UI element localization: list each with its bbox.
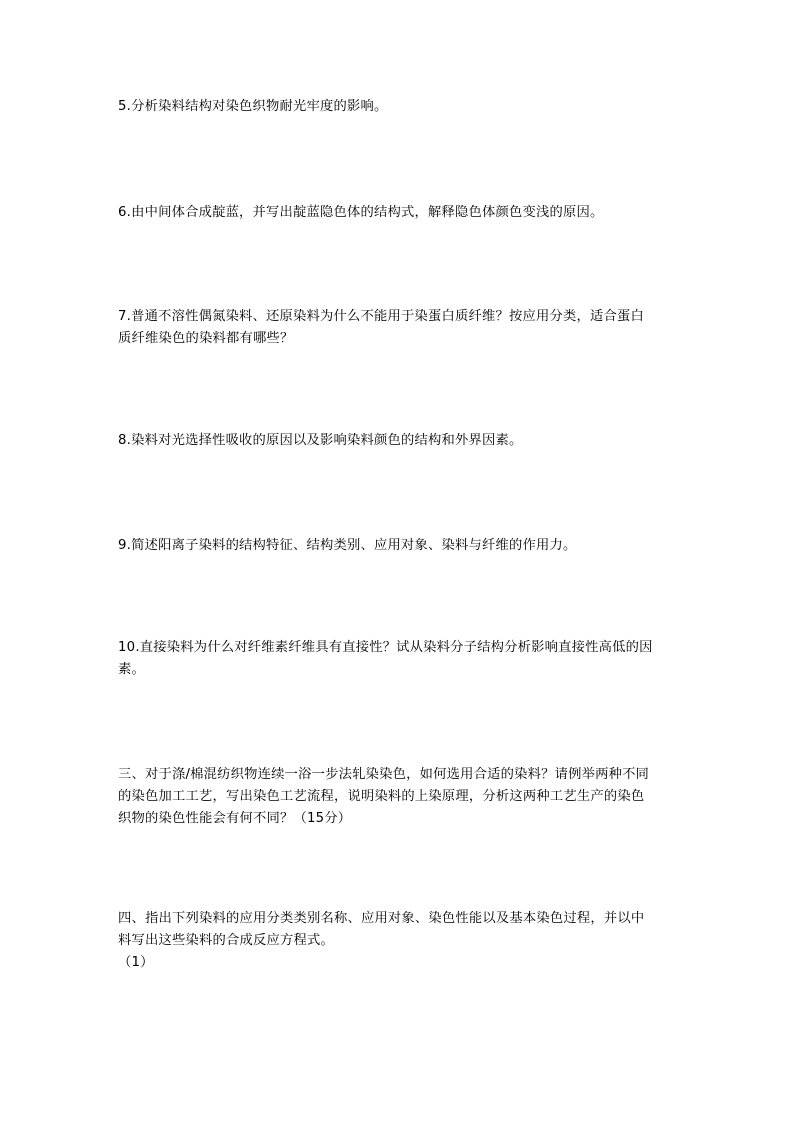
question-10-line-2: 素。 [118,662,145,677]
question-10-line-1: 10.直接染料为什么对纤维素纤维具有直接性？试从染料分子结构分析影响直接性高低的因 [118,640,653,655]
section-3-line-1: 三、对于涤/棉混纺织物连续一浴一步法轧染染色，如何选用合适的染料？请例举两种不同 [118,767,650,782]
question-7-line-1: 7.普通不溶性偶氮染料、还原染料为什么不能用于染蛋白质纤维？按应用分类，适合蛋白 [118,309,644,324]
section-3-line-2: 的染色加工工艺，写出染色工艺流程，说明染料的上染原理，分析这两种工艺生产的染色 [118,789,645,804]
question-7-line-2: 质纤维染色的染料都有哪些？ [118,331,294,346]
question-10 [118,637,678,681]
question-6 [118,202,678,224]
section-4 [118,908,678,974]
section-3 [118,764,678,830]
question-5-line-1: 5.分析染料结构对染色织物耐光牢度的影响。 [118,99,388,114]
section-3-line-3: 织物的染色性能会有何不同？（15分） [118,811,352,826]
question-5 [118,96,678,118]
section-4-line-2: 料写出这些染料的合成反应方程式。 [118,933,334,948]
question-9 [118,535,678,557]
question-7 [118,306,678,350]
section-4-line-1: 四、指出下列染料的应用分类类别名称、应用对象、染色性能以及基本染色过程，并以中 [118,911,645,926]
question-8-line-1: 8.染料对光选择性吸收的原因以及影响染料颜色的结构和外界因素。 [118,433,523,448]
question-9-line-1: 9.简述阳离子染料的结构特征、结构类别、应用对象、染料与纤维的作用力。 [118,538,577,553]
question-8 [118,430,678,452]
section-4-item-1: （1） [118,955,154,970]
question-6-line-1: 6.由中间体合成靛蓝，并写出靛蓝隐色体的结构式，解释隐色体颜色变浅的原因。 [118,205,604,220]
